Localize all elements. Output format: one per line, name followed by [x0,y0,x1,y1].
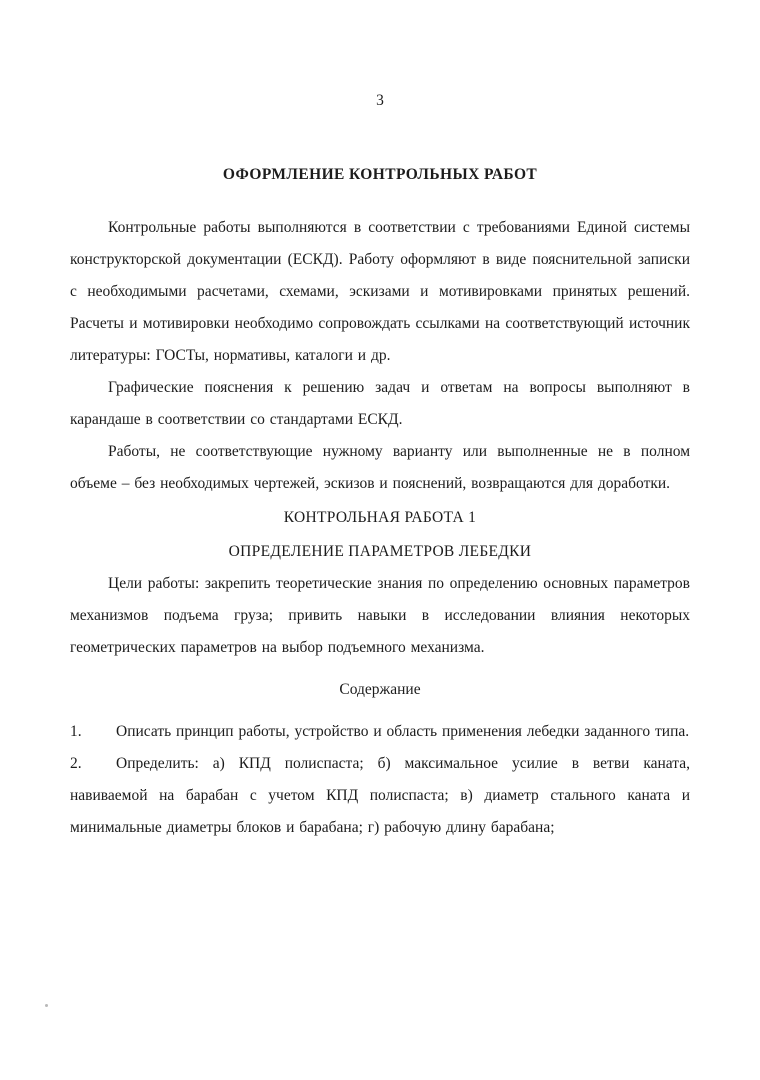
scan-artifact [45,1004,48,1007]
document-page [70,0,690,844]
paragraph-goals: Цели работы: закрепить теоретические знания по определению основных параметров механизмов подъема груза; привить навыки в исследовании влияния некоторых геометрических параметров на выбор подъемного механизма. [70,575,690,656]
list-item [70,716,690,748]
page-number: 3 [376,92,384,109]
list-item-number: 1. [70,723,82,740]
document-title: ОФОРМЛЕНИЕ КОНТРОЛЬНЫХ РАБОТ [222,166,538,183]
list-item-text: Описать принцип работы, устройство и область применения лебедки заданного типа. [116,723,690,740]
paragraph-graphics: Графические пояснения к решению задач и ответам на вопросы выполняют в карандаше в соответствии со стандартами ЕСКД. [70,379,690,428]
section-heading-winch-parameters: ОПРЕДЕЛЕНИЕ ПАРАМЕТРОВ ЛЕБЕДКИ [228,543,532,560]
list-item-number: 2. [70,755,82,772]
section-heading-control-work: КОНТРОЛЬНАЯ РАБОТА 1 [283,509,477,526]
paragraph-return-policy: Работы, не соответствующие нужному варианту или выполненные не в полном объеме – без необходимых чертежей, эскизов и пояснений, возвращаются для доработки. [70,443,690,492]
list-item [70,748,690,844]
list-item-text: Определить: а) КПД полиспаста; б) максимальное усилие в ветви каната, навиваемой на барабан с учетом КПД полиспаста; в) диаметр стального каната и минимальные диаметры блоков и барабана; г) рабочую длину барабана; [70,755,690,836]
contents-heading: Содержание [339,681,421,698]
paragraph-requirements: Контрольные работы выполняются в соответствии с требованиями Единой системы конструкторской документации (ЕСКД). Работу оформляют в виде пояснительной записки с необходимыми расчетами, схемами, эскизами и мотивировками принятых решений. Расчеты и мотивировки необходимо сопровождать ссылками на соответствующий источник литературы: ГОСТы, нормативы, каталоги и др. [70,219,690,364]
